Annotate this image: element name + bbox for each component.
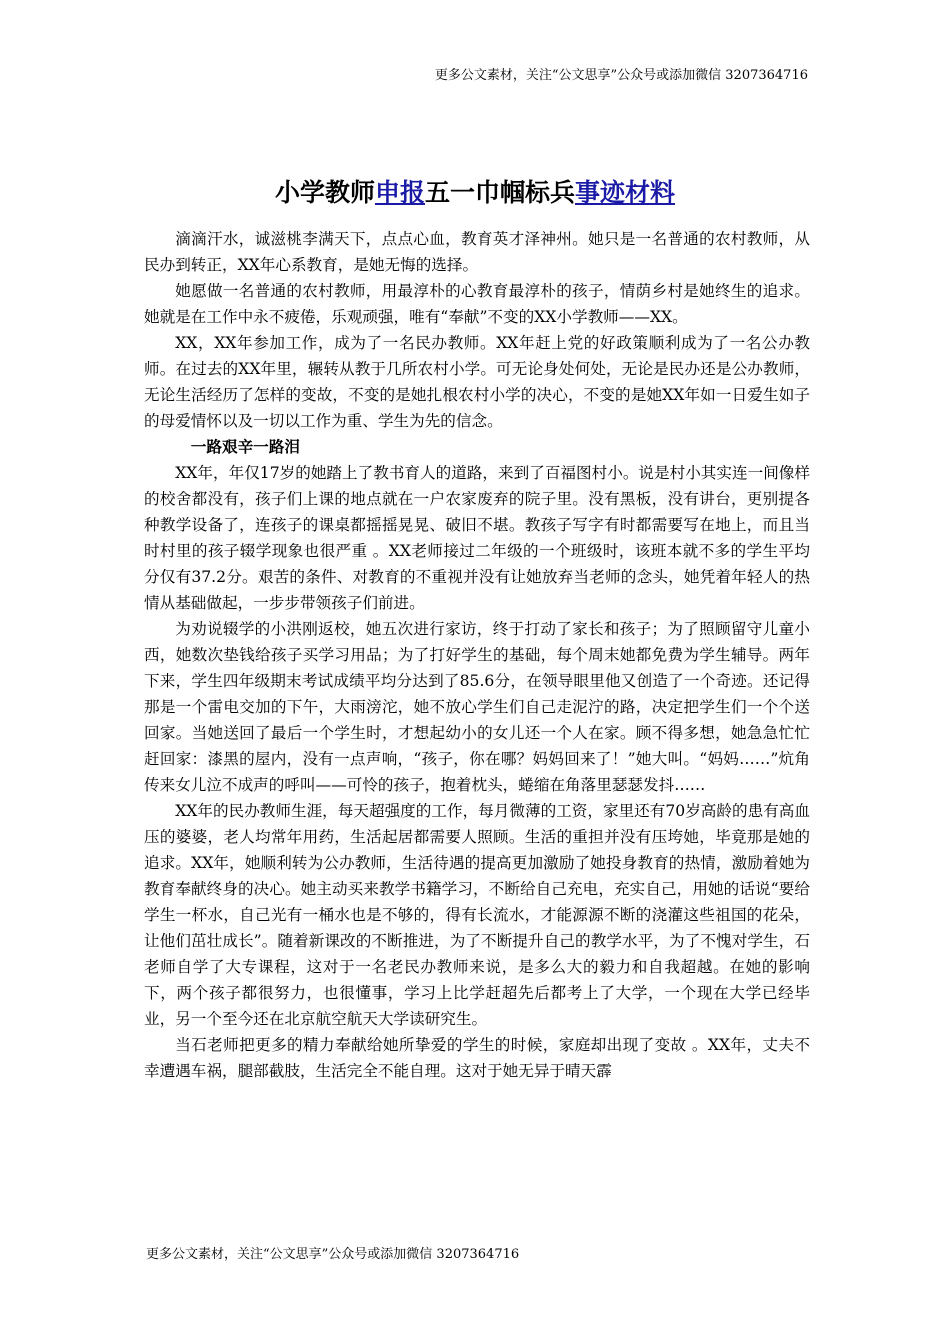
paragraph-1: 滴滴汗水，诚滋桃李满天下，点点心血，教育英才泽神州。她只是一名普通的农村教师，从民办到转正，XX年心系教育，是她无悔的选择。 <box>144 230 810 274</box>
paragraph-3: XX，XX年参加工作，成为了一名民办教师。XX年赶上党的好政策顺利成为了一名公办教师。在过去的XX年里，辗转从教于几所农村小学。可无论身处何处，无论是民办还是公办教师，无论生活经历了怎样的变故，不变的是她扎根农村小学的决心，不变的是她XX年如一日爱生如子的母爱情怀以及一切以工作为重、学生为先的信念。 <box>144 334 810 430</box>
title-link-apply[interactable]: 申报 <box>374 177 425 207</box>
document-body <box>144 226 810 1084</box>
section-paragraph-1: XX年，年仅17岁的她踏上了教书育人的道路，来到了百福图村小。说是村小其实连一间像样的校舍都没有，孩子们上课的地点就在一户农家废弃的院子里。没有黑板，没有讲台，更别提各种教学设备了，连孩子的课桌都摇摇晃晃、破旧不堪。教孩子写字有时都需要写在地上，而且当时村里的孩子辍学现象也很严重 。XX老师接过二年级的一个班级时，该班本就不多的学生平均分仅有37.2分。艰苦的条件、对教育的不重视并没有让她放弃当老师的念头，她凭着年轻人的热情从基础做起，一步步带领孩子们前进。 <box>144 464 810 612</box>
section-paragraph-3: XX年的民办教师生涯，每天超强度的工作，每月微薄的工资，家里还有70岁高龄的患有高血压的婆婆，老人均常年用药，生活起居都需要人照顾。生活的重担并没有压垮她，毕竟那是她的追求。XX年，她顺利转为公办教师，生活待遇的提高更加激励了她投身教育的热情，激励着她为教育奉献终身的决心。她主动买来教学书籍学习，不断给自己充电，充实自己，用她的话说“要给学生一杯水，自己光有一桶水也是不够的，得有长流水，才能源源不断的浇灌这些祖国的花朵，让他们茁壮成长”。随着新课改的不断推进，为了不断提升自己的教学水平，为了不愧对学生，石老师自学了大专课程，这对于一名老民办教师来说，是多么大的毅力和自我超越。在她的影响下，两个孩子都很努力，也很懂事，学习上比学赶超先后都考上了大学，一个现在大学已经毕业，另一个至今还在北京航空航天大学读研究生。 <box>144 802 810 1028</box>
section-heading: 一路艰辛一路泪 <box>190 437 300 456</box>
title-link-deeds[interactable]: 事迹材料 <box>575 177 676 207</box>
section-paragraph-4: 当石老师把更多的精力奉献给她所挚爱的学生的时候，家庭却出现了变故 。XX年，丈夫不幸遭遇车祸，腿部截肢，生活完全不能自理。这对于她无异于晴天霹 <box>144 1036 810 1080</box>
document-title <box>0 175 950 211</box>
header-promo-note: 更多公文素材，关注“公文思享”公众号或添加微信 3207364716 <box>434 68 808 83</box>
paragraph-2: 她愿做一名普通的农村教师，用最淳朴的心教育最淳朴的孩子，情荫乡村是她终生的追求。她就是在工作中永不疲倦，乐观顽强，唯有“奉献”不变的XX小学教师——XX。 <box>144 282 810 326</box>
title-part-1: 小学教师 <box>274 177 375 207</box>
title-part-3: 五一巾帼标兵 <box>425 177 576 207</box>
section-paragraph-2: 为劝说辍学的小洪刚返校，她五次进行家访，终于打动了家长和孩子；为了照顾留守儿童小西，她数次垫钱给孩子买学习用品；为了打好学生的基础，每个周末她都免费为学生辅导。两年下来，学生四年级期末考试成绩平均分达到了85.6分，在领导眼里他又创造了一个奇迹。还记得那是一个雷电交加的下午，大雨滂沱，她不放心学生们自己走泥泞的路，决定把学生们一个个送回家。当她送回了最后一个学生时，才想起幼小的女儿还一个人在家。顾不得多想，她急急忙忙赶回家：漆黑的屋内，没有一点声响，“孩子，你在哪？妈妈回来了！”她大叫。“妈妈……”炕角传来女儿泣不成声的呼叫——可怜的孩子，抱着枕头，蜷缩在角落里瑟瑟发抖…… <box>144 620 810 794</box>
footer-promo-note: 更多公文素材，关注“公文思享”公众号或添加微信 3207364716 <box>146 1247 520 1262</box>
